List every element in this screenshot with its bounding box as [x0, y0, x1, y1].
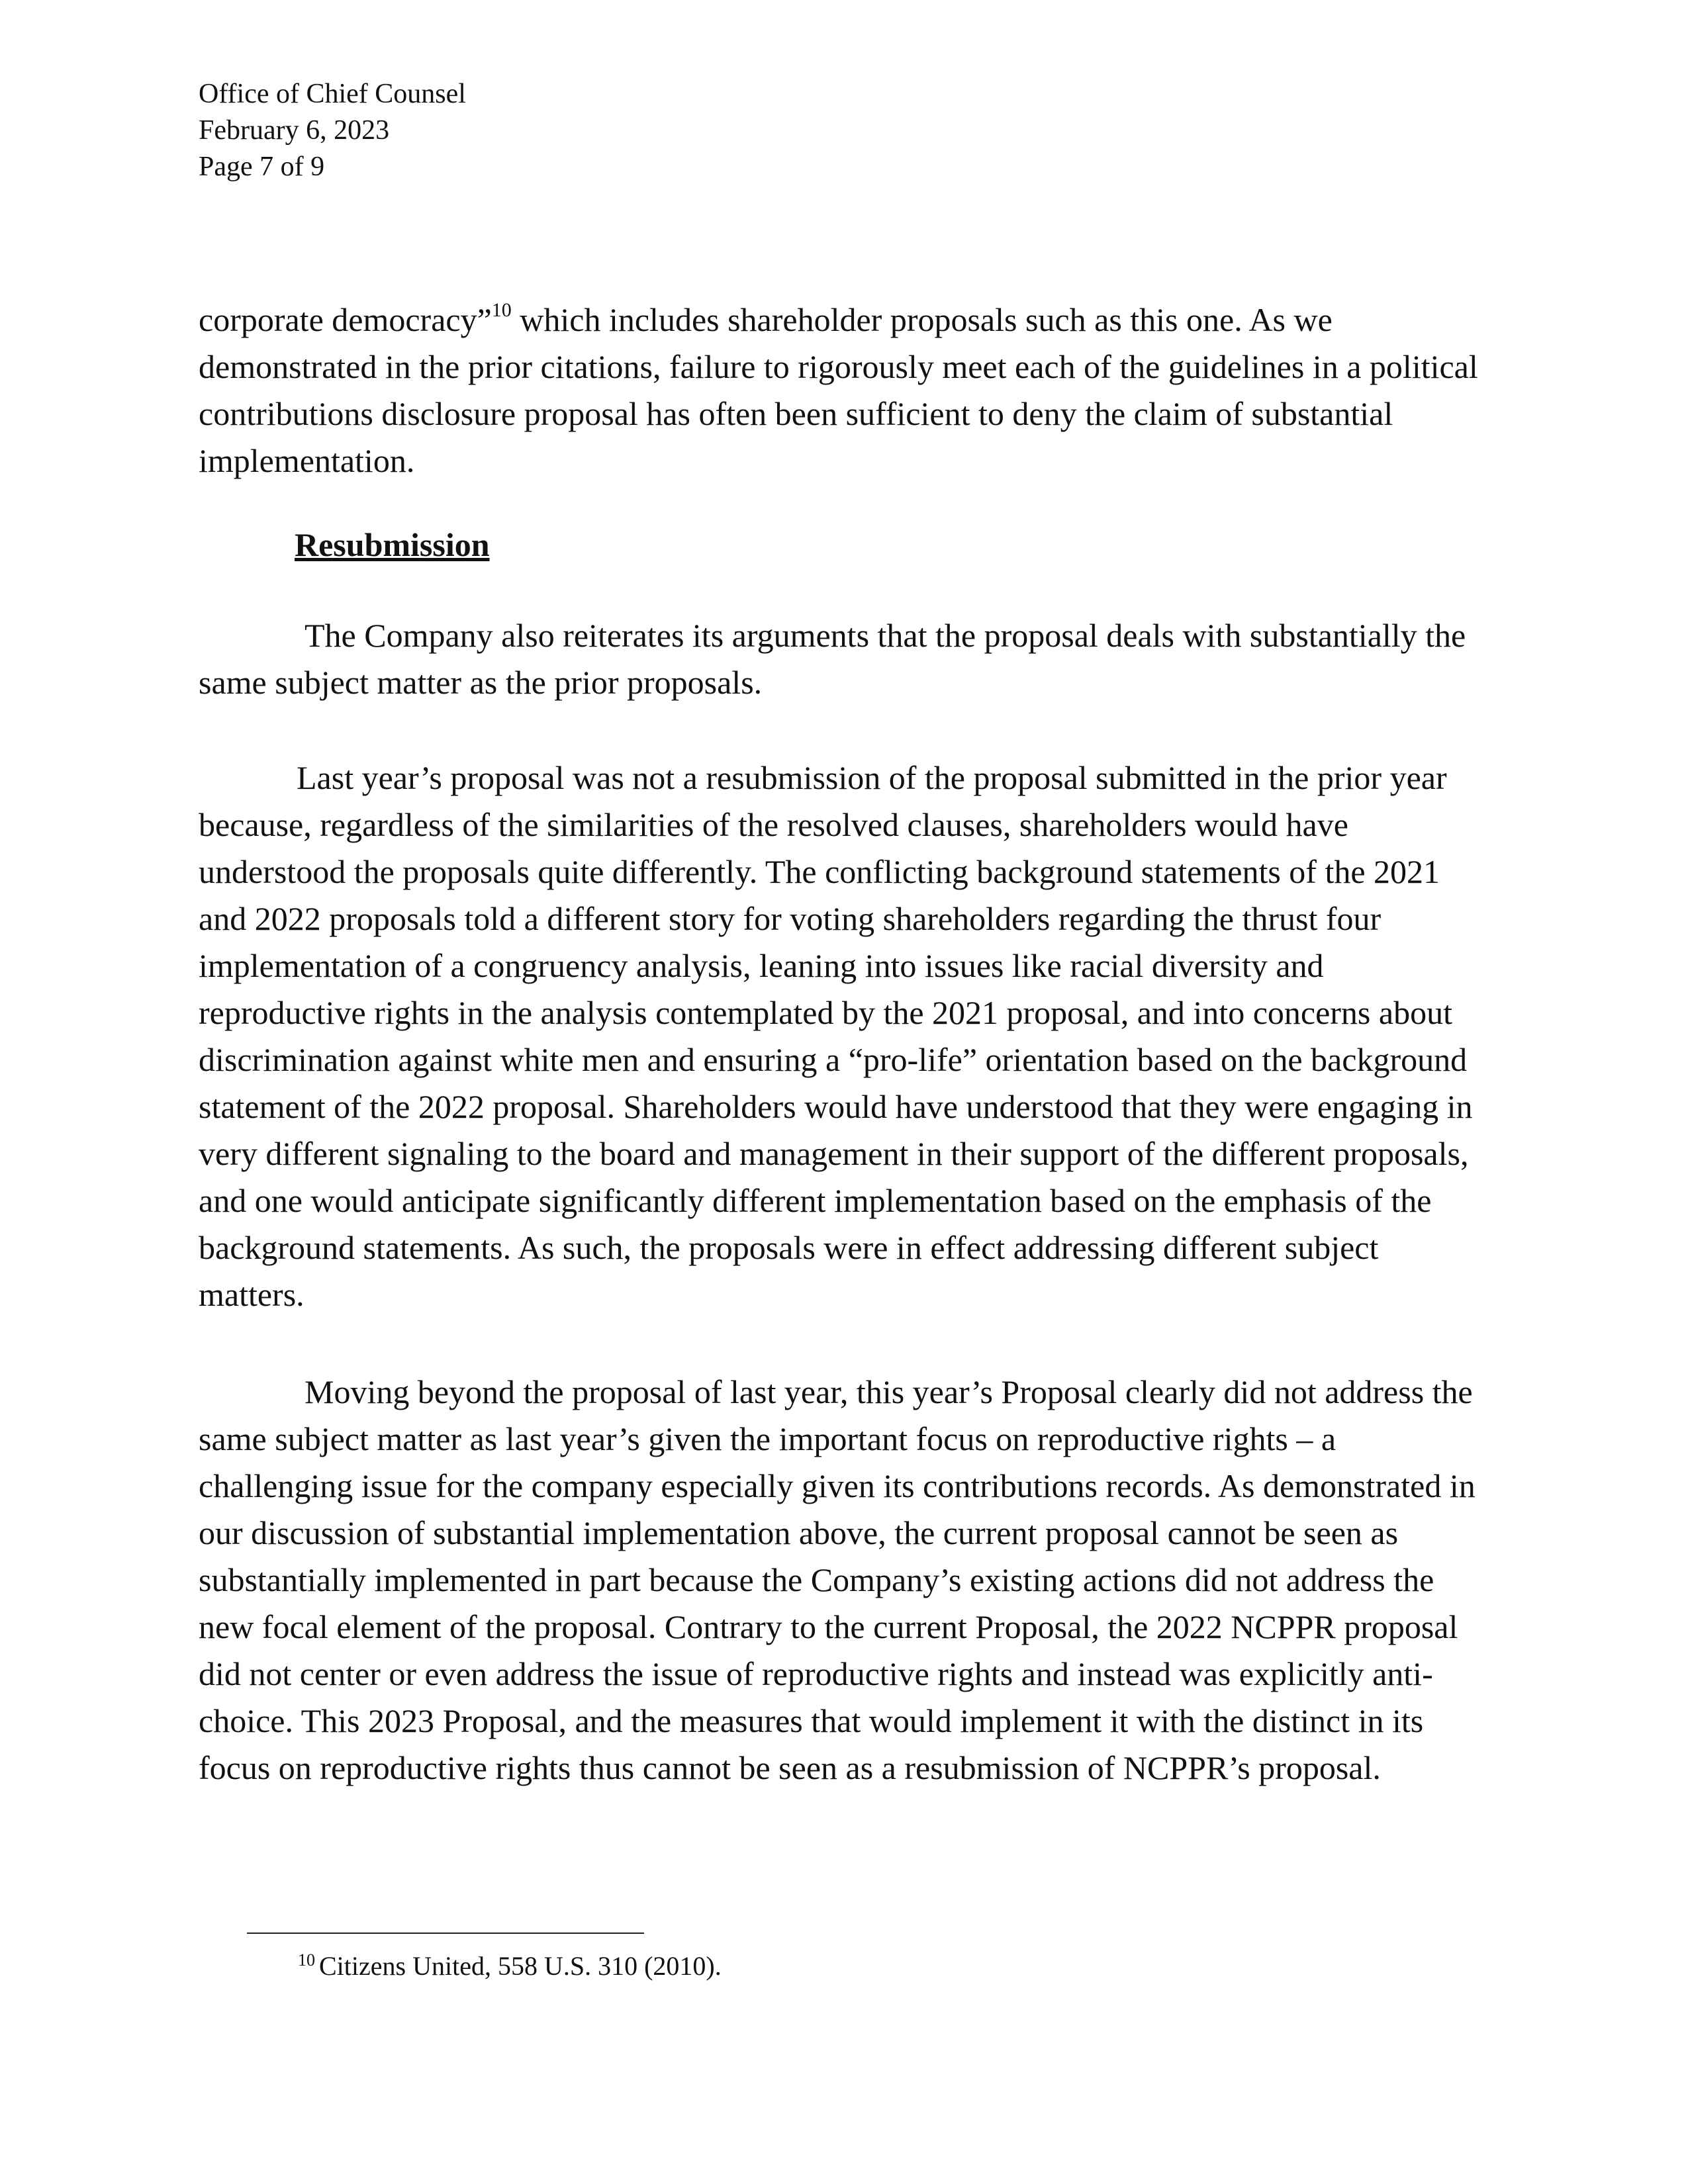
footnote-text: Citizens United, 558 U.S. 310 (2010).: [319, 1951, 722, 1981]
footnote-divider: [247, 1933, 644, 1934]
header-date: February 6, 2023: [199, 115, 390, 146]
footnote: [298, 1949, 722, 1983]
paragraph-4-text: Moving beyond the proposal of last year, this year’s Proposal clearly did not address the same subject matter as last year’s given the important focus on reproductive rights – a challenging issue for the company especially given its contributions records. As demonstrated in our discussion of substantial implementation above, the current proposal cannot be seen as substantially implemented in part because the Company’s existing actions did not address the new focal element of the proposal. Contrary to the current Proposal, the 2022 NCPPR proposal did not center or even address the issue of reproductive rights and instead was explicitly anti-choice. This 2023 Proposal, and the measures that would implement it with the distinct in its focus on reproductive rights thus cannot be seen as a resubmission of NCPPR’s proposal.: [199, 1373, 1476, 1786]
paragraph-1-text-start: corporate democracy”: [199, 301, 492, 338]
letter-header: [199, 76, 466, 185]
paragraph-company-reiterates: [199, 612, 1489, 706]
paragraph-corporate-democracy: [199, 296, 1489, 484]
section-heading-resubmission: Resubmission: [295, 526, 490, 563]
header-page-number: Page 7 of 9: [199, 152, 325, 182]
paragraph-2-text: The Company also reiterates its arguments that the proposal deals with substantially the same subject matter as the prior proposals.: [199, 617, 1466, 701]
header-recipient: Office of Chief Counsel: [199, 79, 466, 109]
paragraph-3-text: Last year’s proposal was not a resubmission of the proposal submitted in the prior year because, regardless of the similarities of the resolved clauses, shareholders would have understood the proposals quite differently. The conflicting background statements of the 2021 and 2022 proposals told a different story for voting shareholders regarding the thrust four implementation of a congruency analysis, leaning into issues like racial diversity and reproductive rights in the analysis contemplated by the 2021 proposal, and into concerns about discrimination against white men and ensuring a “pro-life” orientation based on the background statement of the 2022 proposal. Shareholders would have understood that they were engaging in very different signaling to the board and management in their support of the different proposals, and one would anticipate significantly different implementation based on the emphasis of the background statements. As such, the proposals were in effect addressing different subject matters.: [199, 759, 1473, 1313]
paragraph-1-text-end: which includes shareholder proposals such as this one. As we demonstrated in the prior citations, failure to rigorously meet each of the guidelines in a political contributions disclosure proposal has often been sufficient to deny the claim of substantial implementation.: [199, 301, 1478, 479]
paragraph-moving-beyond: [199, 1369, 1489, 1792]
footnote-number: 10: [298, 1950, 315, 1970]
footnote-reference: 10: [491, 299, 512, 322]
paragraph-last-years-proposal: [199, 754, 1489, 1318]
